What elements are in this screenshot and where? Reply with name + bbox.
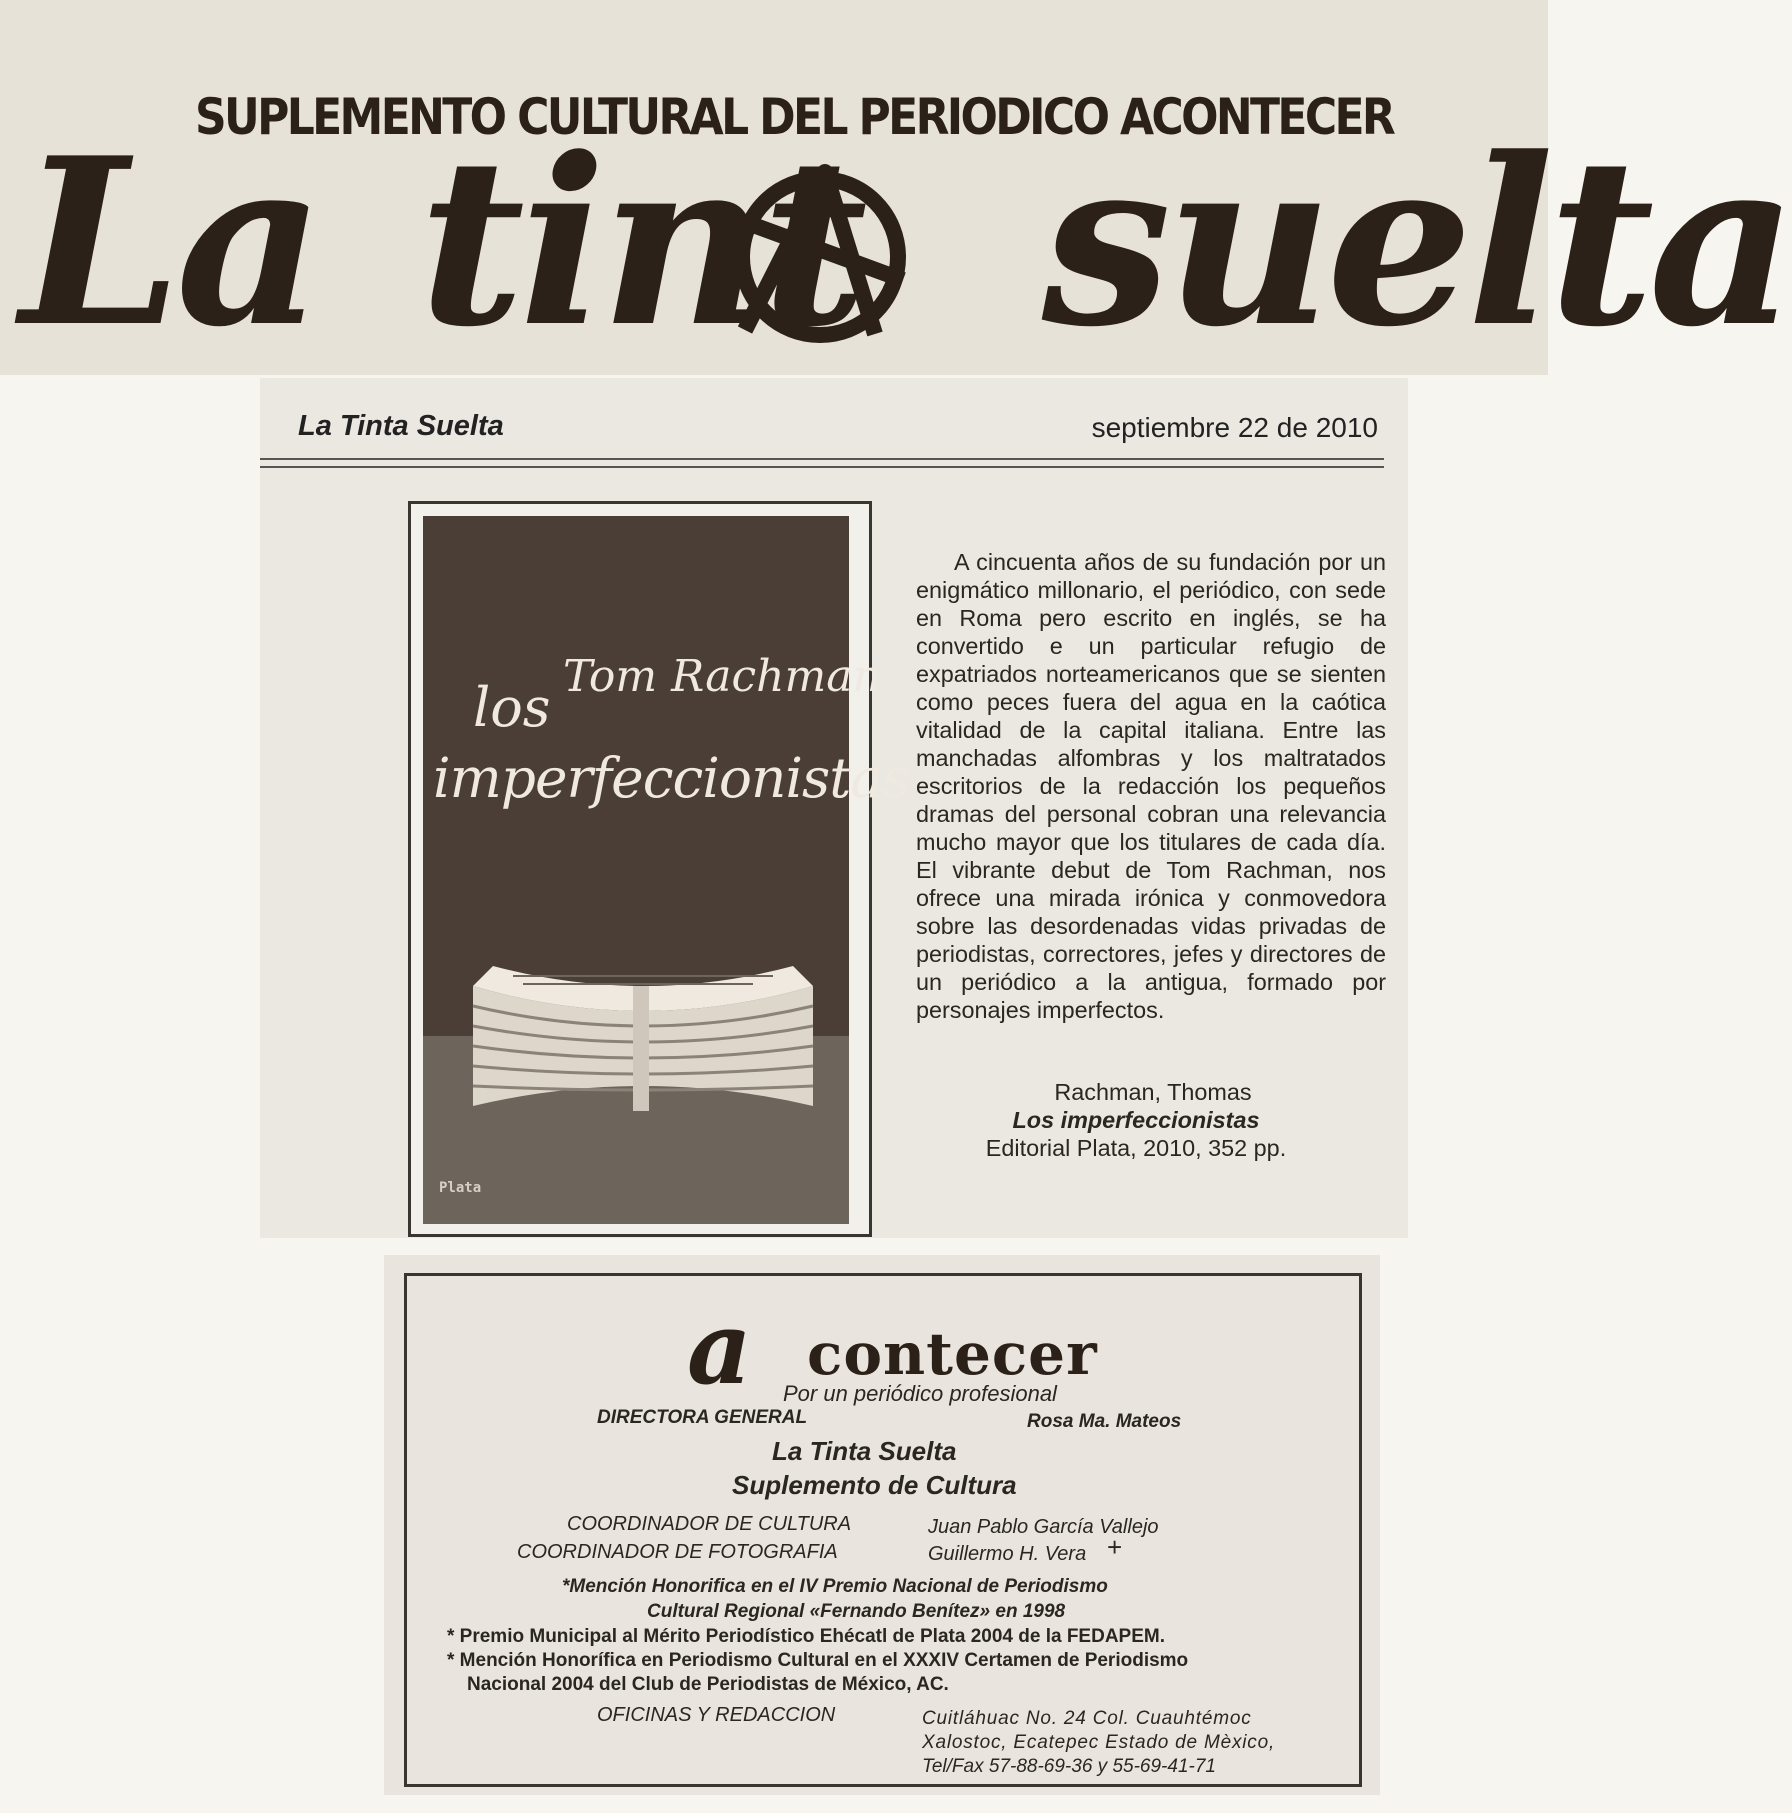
review-text: A cincuenta años de su fundación por un enigmático millonario, el periódico, con sede en Roma pero escrito en inglés, se ha convertido e un particular refugio de expatriados norteamericanos que se sienten como peces fuera del agua en la caótica vitalidad de la capital italiana. Entre las manchadas alfombras y los maltratados escritorios de la redacción los pequeños dramas del personal cobran una relevancia mucho mayor que los titulares de cada día. El vibrante debut de Tom Rachman, nos ofrece una mirada irónica y conmovedora sobre las desordenadas vidas privadas de periodistas, correctores, jefes y directores de un periódico a la antigua, formado por personajes imperfectos. xyxy=(916,549,1386,1023)
cover-title-line-1: los xyxy=(473,676,551,739)
award-1-line-2: Cultural Regional «Fernando Benítez» en 1998 xyxy=(647,1601,1066,1622)
oficinas-address-line-1: Cuitláhuac No. 24 Col. Cuauhtémoc xyxy=(922,1708,1252,1729)
newspaper-stack-illustration xyxy=(453,946,833,1126)
header-rule xyxy=(260,466,1384,468)
award-1-line-1: *Mención Honorifica en el IV Premio Nacional de Periodismo xyxy=(562,1576,1108,1597)
coordinador-fotografia-name: Guillermo H. Vera xyxy=(928,1543,1087,1565)
oficinas-address-line-2: Xalostoc, Ecatepec Estado de Mèxico, xyxy=(922,1732,1276,1753)
coordinador-cultura-name: Juan Pablo García Vallejo xyxy=(928,1516,1159,1538)
acontecer-frame xyxy=(404,1273,1362,1787)
acontecer-tagline: Por un periódico profesional xyxy=(783,1381,1057,1406)
oficinas-label: OFICINAS Y REDACCION xyxy=(597,1704,836,1726)
book-review-clipping xyxy=(260,378,1408,1238)
masthead-word-tint: tint xyxy=(418,108,862,378)
section-name: La Tinta Suelta xyxy=(298,410,504,442)
masthead-word-la: La xyxy=(20,108,319,378)
publication-date: septiembre 22 de 2010 xyxy=(1091,412,1378,443)
masthead-word-suelta: suelta xyxy=(1041,108,1792,378)
oficinas-phone: Tel/Fax 57-88-69-36 y 55-69-41-71 xyxy=(922,1756,1216,1777)
directora-name: Rosa Ma. Mateos xyxy=(1027,1411,1182,1432)
award-3-line-2: Nacional 2004 del Club de Periodistas de México, AC. xyxy=(467,1674,949,1695)
masthead xyxy=(0,0,1792,378)
supplement-line: SUPLEMENTO CULTURAL DEL PERIODICO ACONTECER xyxy=(195,88,1394,146)
book-cover-frame xyxy=(408,501,910,1237)
directora-label: DIRECTORA GENERAL xyxy=(597,1407,808,1428)
coordinador-fotografia-label: COORDINADOR DE FOTOGRAFIA xyxy=(517,1541,838,1563)
credits-edition: Editorial Plata, 2010, 352 pp. xyxy=(985,1135,1287,1161)
supplement-name: La Tinta Suelta xyxy=(772,1436,957,1466)
acontecer-logo-text: contecer xyxy=(807,1320,1098,1388)
book-cover xyxy=(423,516,910,1224)
book-credits xyxy=(916,1078,1356,1162)
anarchy-a-icon xyxy=(725,162,915,352)
acontecer-masthead-box xyxy=(384,1255,1380,1795)
supplement-description: Suplemento de Cultura xyxy=(732,1470,1017,1500)
cover-title-line-2: imperfeccionistas xyxy=(433,746,910,810)
acontecer-logo-initial: a xyxy=(687,1289,752,1407)
cover-publisher: Plata xyxy=(439,1180,482,1196)
credits-author: Rachman, Thomas xyxy=(1054,1079,1252,1105)
credits-book-title: Los imperfeccionistas xyxy=(1012,1107,1260,1133)
award-2: * Premio Municipal al Mérito Periodístico Ehécatl de Plata 2004 de la FEDAPEM. xyxy=(447,1626,1165,1647)
cover-author: Tom Rachman xyxy=(563,651,881,702)
header-rule xyxy=(260,458,1384,460)
award-3-line-1: * Mención Honorífica en Periodismo Cultural en el XXXIV Certamen de Periodismo xyxy=(447,1650,1189,1671)
coordinador-cultura-label: COORDINADOR DE CULTURA xyxy=(567,1513,852,1535)
memorial-cross-mark: + xyxy=(1107,1532,1123,1562)
